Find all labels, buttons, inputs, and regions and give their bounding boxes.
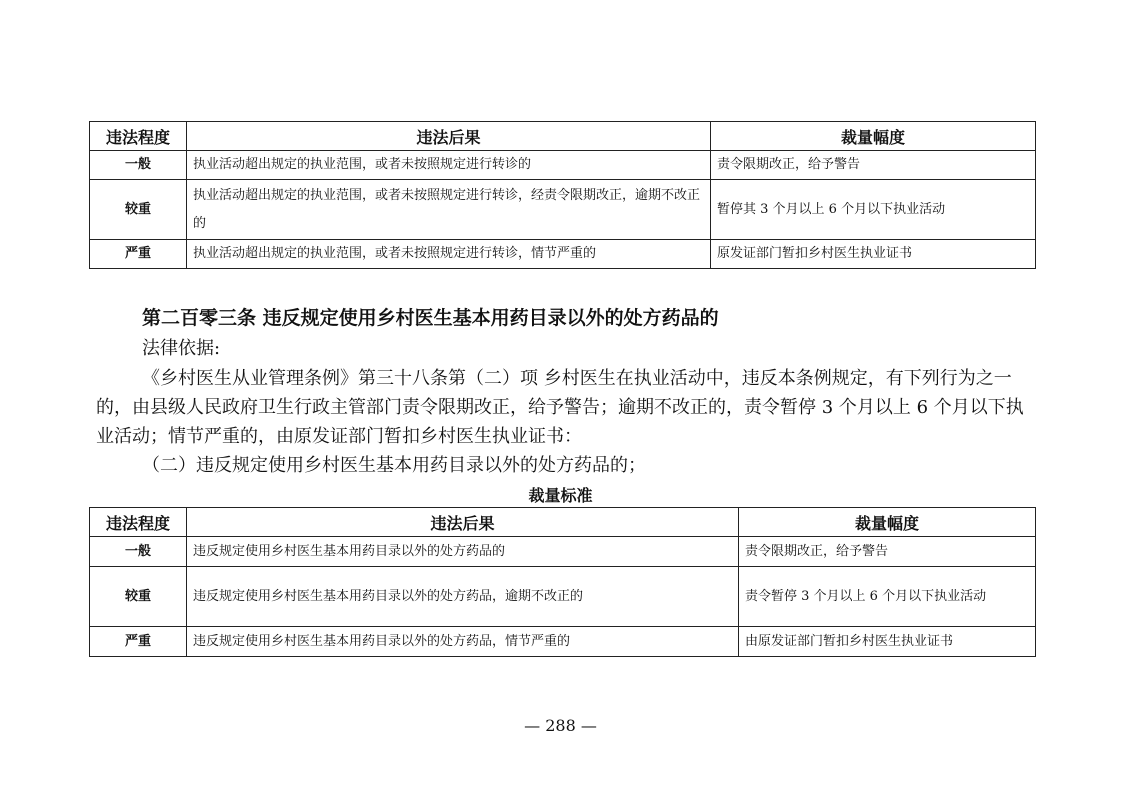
cell-penalty: 责令限期改正，给予警告 <box>739 537 1036 567</box>
header-level: 违法程度 <box>90 122 187 151</box>
cell-consequence: 违反规定使用乡村医生基本用药目录以外的处方药品，逾期不改正的 <box>187 567 739 627</box>
law-item-text: （二）违反规定使用乡村医生基本用药目录以外的处方药品的； <box>142 455 646 476</box>
cell-level: 一般 <box>90 537 187 567</box>
law-basis-label: 法律依据: <box>142 338 221 359</box>
cell-penalty: 原发证部门暂扣乡村医生执业证书 <box>711 240 1036 269</box>
cell-level: 一般 <box>90 151 187 180</box>
penalty-table-2 <box>89 507 1036 657</box>
cell-penalty: 责令暂停 3 个月以上 6 个月以下执业活动 <box>739 567 1036 627</box>
cell-level: 严重 <box>90 627 187 657</box>
header-penalty: 裁量幅度 <box>711 122 1036 151</box>
header-consequence: 违法后果 <box>187 122 711 151</box>
page-number: — 288 — <box>524 716 597 735</box>
header-level: 违法程度 <box>90 508 187 537</box>
table-row <box>90 627 1036 657</box>
table-row <box>90 240 1036 269</box>
header-consequence: 违法后果 <box>187 508 739 537</box>
table-header-row <box>90 122 1036 151</box>
table-row <box>90 151 1036 180</box>
cell-consequence: 执业活动超出规定的执业范围，或者未按照规定进行转诊，经责令限期改正，逾期不改正的 <box>187 180 711 240</box>
cell-consequence: 执业活动超出规定的执业范围，或者未按照规定进行转诊的 <box>187 151 711 180</box>
cell-level: 严重 <box>90 240 187 269</box>
penalty-table-1 <box>89 121 1036 269</box>
article-title: 第二百零三条 违反规定使用乡村医生基本用药目录以外的处方药品的 <box>142 307 719 329</box>
table-row <box>90 180 1036 240</box>
table-row <box>90 537 1036 567</box>
law-text: 《乡村医生从业管理条例》第三十八条第（二）项 乡村医生在执业活动中，违反本条例规定，有下列行为之一的，由县级人民政府卫生行政主管部门责令限期改正，给予警告；逾期不改正的，责令暂停 3 个月以上 6 个月以下执业活动；情节严重的，由原发证部门暂扣乡村医生执业证书： <box>96 368 1024 447</box>
table-header-row <box>90 508 1036 537</box>
cell-consequence: 违反规定使用乡村医生基本用药目录以外的处方药品的 <box>187 537 739 567</box>
cell-level: 较重 <box>90 180 187 240</box>
cell-penalty: 暂停其 3 个月以上 6 个月以下执业活动 <box>711 180 1036 240</box>
cell-level: 较重 <box>90 567 187 627</box>
cell-consequence: 违反规定使用乡村医生基本用药目录以外的处方药品，情节严重的 <box>187 627 739 657</box>
cell-consequence: 执业活动超出规定的执业范围，或者未按照规定进行转诊，情节严重的 <box>187 240 711 269</box>
cell-penalty: 责令限期改正，给予警告 <box>711 151 1036 180</box>
header-penalty: 裁量幅度 <box>739 508 1036 537</box>
table-caption: 裁量标准 <box>528 486 593 505</box>
cell-penalty: 由原发证部门暂扣乡村医生执业证书 <box>739 627 1036 657</box>
table-row <box>90 567 1036 627</box>
